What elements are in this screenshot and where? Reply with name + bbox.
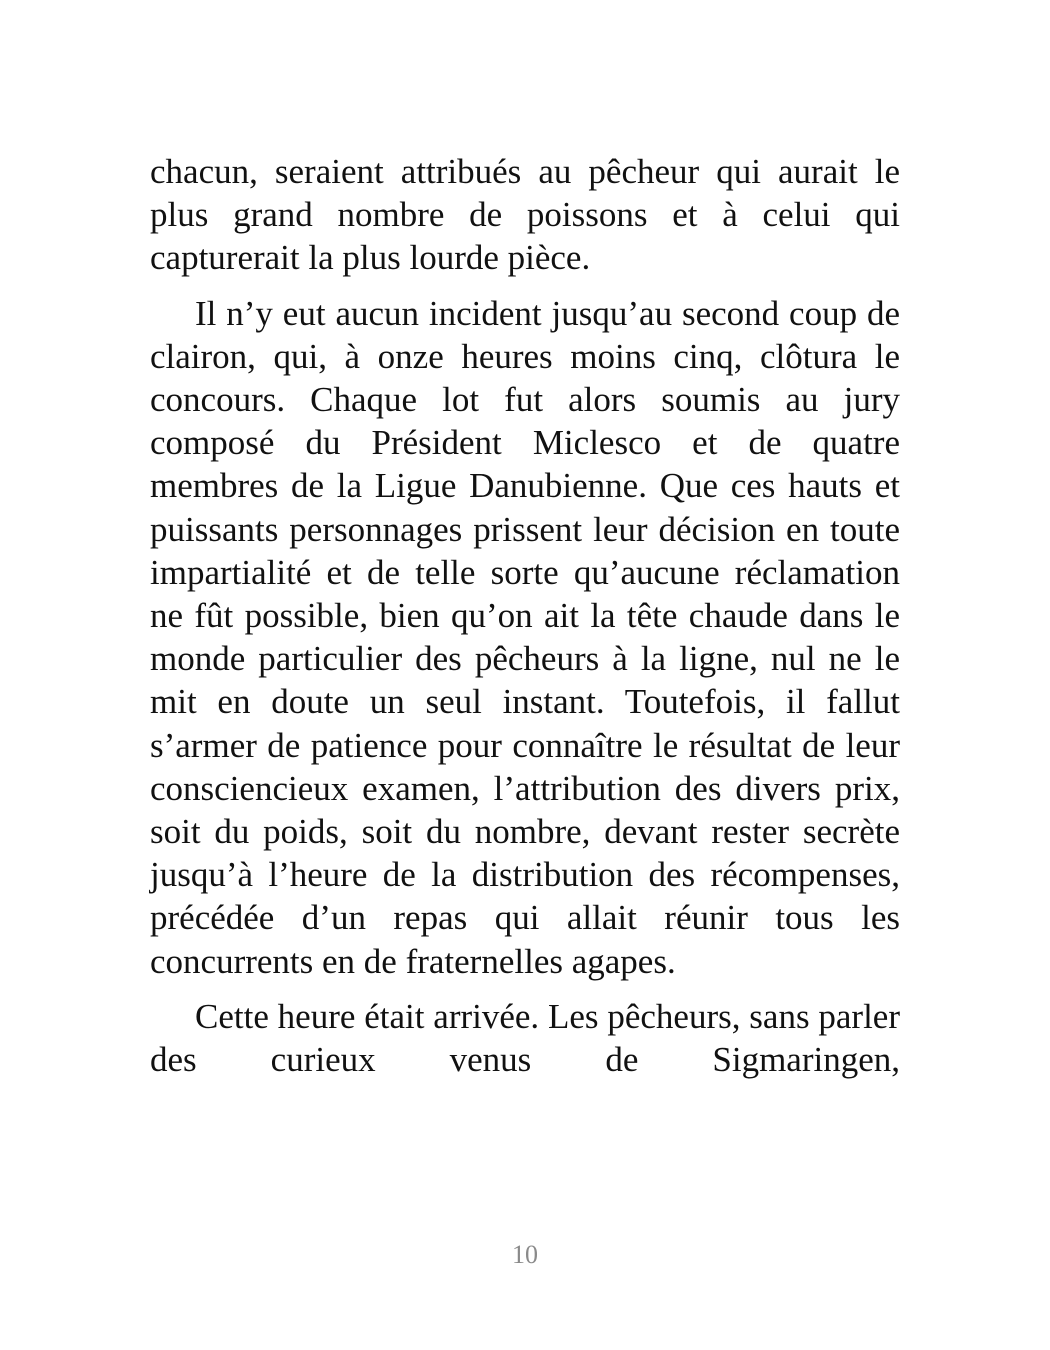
paragraph-1: chacun, seraient attribués au pêcheur qui aurait le plus grand nombre de poissons et à celui qui capturerait la plus lourde pièce. (150, 152, 900, 278)
page-body (150, 150, 900, 1093)
paragraph-3: Cette heure était arrivée. Les pêcheurs, sans parler des curieux venus de Sigmaringen, (150, 996, 900, 1080)
paragraph-2: Il n’y eut aucun incident jusqu’au second coup de clairon, qui, à onze heures moins cinq, clôtura le concours. Chaque lot fut alors soumis au jury composé du Président Miclesco et de quatre membres de la Ligue Danubienne. Que ces hauts et puissants personnages prissent leur décision en toute impartialité et de telle sorte qu’aucune réclamation ne fût possible, bien qu’on ait la tête chaude dans le monde particulier des pêcheurs à la ligne, nul ne le mit en doute un seul instant. Toutefois, il fallut s’armer de patience pour connaître le résultat de leur consciencieux examen, l’attribution des divers prix, soit du poids, soit du nombre, devant rester secrète jusqu’à l’heure de la distribution des récompenses, précédée d’un repas qui allait réunir tous les concurrents en de fraternelles agapes. (150, 293, 900, 981)
page-number: 10 (512, 1240, 538, 1269)
